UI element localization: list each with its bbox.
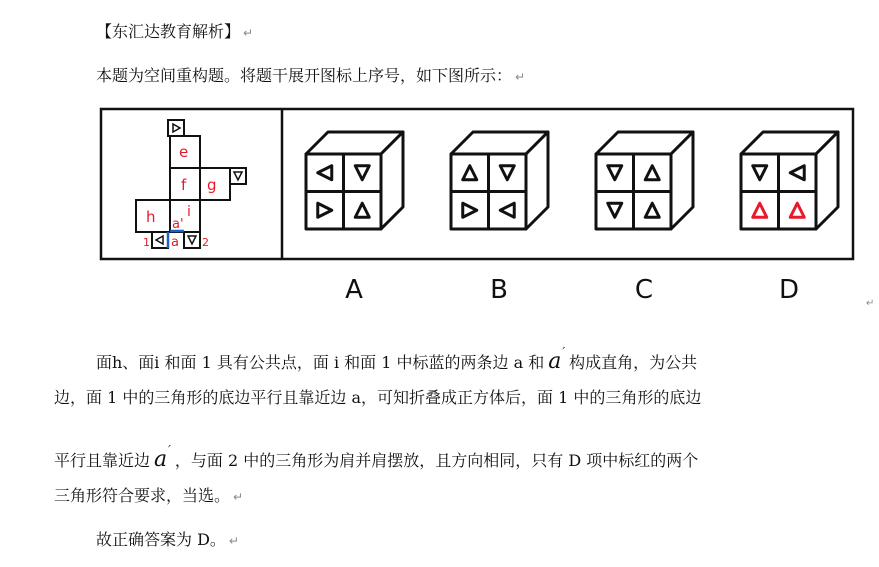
paragraph-line-4 [54, 486, 243, 507]
paragraph-line-3 [54, 440, 698, 471]
paragraph-mark-icon: ↵ [866, 298, 875, 309]
net-label-e: e [179, 143, 189, 161]
paragraph-mark-icon: ↵ [243, 26, 254, 40]
intro-text: 本题为空间重构题。将题干展开图标上序号，如下图所示： [96, 66, 513, 85]
cube-option-b [451, 132, 548, 229]
option-label-a: A [345, 275, 363, 305]
figure-net-and-cubes [96, 104, 875, 309]
symbol-a-prime: a′ [548, 345, 566, 374]
paragraph-line-2 [54, 388, 701, 408]
paragraph-mark-icon: ↵ [515, 70, 526, 84]
paragraph-text: 边，面 1 中的三角形的底边平行且靠近边 a，可知折叠成正方体后，面 1 中的三角形的底边 [54, 388, 702, 407]
net-label-g: g [207, 176, 217, 194]
paragraph-mark-icon: ↵ [228, 534, 239, 548]
net-label-f: f [181, 176, 187, 194]
symbol-a-prime: a′ [154, 443, 171, 472]
net-label-h: h [146, 208, 156, 226]
cube-option-d [741, 132, 838, 229]
net-label-i: i [187, 204, 191, 220]
answer-line [96, 530, 239, 551]
option-label-c: C [634, 275, 654, 305]
paragraph-text: ，与面 2 中的三角形为肩并肩摆放，且方向相同，只有 D 项中标红的两个 [174, 451, 699, 470]
paragraph-mark-icon: ↵ [233, 490, 244, 504]
intro-line [96, 66, 525, 87]
cube-option-c [596, 132, 693, 229]
paragraph-text: 面h、面i 和面 1 具有公共点，面 i 和面 1 中标蓝的两条边 a 和 [96, 353, 545, 372]
paragraph-text: 构成直角，为公共 [569, 353, 698, 372]
option-label-d: D [778, 275, 800, 305]
analysis-header-text: 【东汇达教育解析】 [96, 22, 241, 41]
net-label-a-prime: a' [172, 217, 184, 232]
option-label-b: B [490, 275, 508, 305]
answer-text: 故正确答案为 D。 [96, 530, 226, 549]
net-small-face-top [168, 120, 184, 136]
paragraph-text: 三角形符合要求，当选。 [54, 486, 231, 505]
analysis-header [96, 22, 253, 43]
net-label-a: a [171, 235, 179, 250]
net-face-1 [152, 232, 168, 248]
net-label-2: 2 [202, 236, 209, 249]
paragraph-line-1 [96, 342, 697, 373]
net-label-1: 1 [143, 236, 150, 249]
cube-option-a [306, 132, 403, 229]
paragraph-text: 平行且靠近边 [54, 451, 151, 470]
